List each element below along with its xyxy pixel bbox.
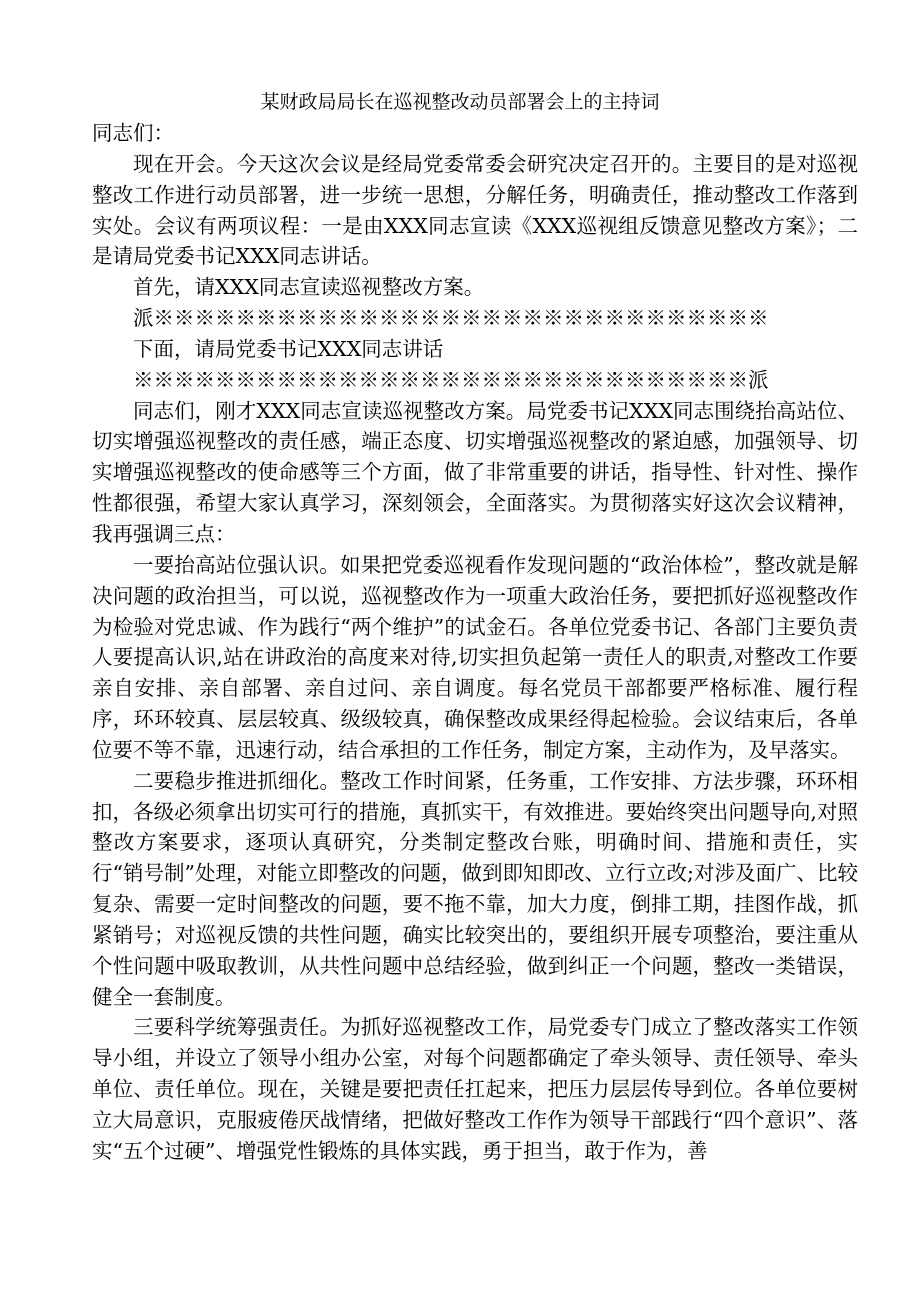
paragraph-point-one: 一要抬高站位强认识。如果把党委巡视看作发现问题的“政治体检”，整改就是解决问题的政治担当，可以说，巡视整改作为一项重大政治任务，要把抓好巡视整改作为检验对党忠诚、作为践行“两个维护”的试金石。各单位党委书记、各部门主要负责人要提高认识,站在讲政治的高度来对待,切实担负起第一责任人的职责,对整改工作要亲自安排、亲自部署、亲自过问、亲自调度。每名党员干部都要严格标准、履行程序，环环较真、层层较真、级级较真，确保整改成果经得起检验。会议结束后，各单位要不等不靠，迅速行动，结合承担的工作任务，制定方案，主动作为，及早落实。 bbox=[92, 552, 858, 762]
separator-line-1: 派※※※※※※※※※※※※※※※※※※※※※※※※※※※※※※ bbox=[133, 306, 769, 331]
salutation: 同志们： bbox=[92, 121, 174, 145]
paragraph-point-three: 三要科学统筹强责任。为抓好巡视整改工作，局党委专门成立了整改落实工作领导小组，并设立了领导小组办公室，对每个问题都确定了牵头领导、责任领导、牵头单位、责任单位。现在，关键是要把责任扛起来，把压力层层传导到位。各单位要树立大局意识，克服疲倦厌战情绪，把做好整改工作作为领导干部践行“四个意识”、落实“五个过硬”、增强党性锻炼的具体实践，勇于担当，敢于作为，善 bbox=[92, 1015, 858, 1163]
document-body bbox=[92, 118, 858, 1167]
paragraph-point-two: 二要稳步推进抓细化。整改工作时间紧，任务重，工作安排、方法步骤，环环相扣，各级必须拿出切实可行的措施，真抓实干，有效推进。要始终突出问题导向,对照整改方案要求，逐项认真研究，分类制定整改台账，明确时间、措施和责任，实行“销号制”处理，对能立即整改的问题，做到即知即改、立行立改;对涉及面广、比较复杂、需要一定时间整改的问题，要不拖不靠，加大力度，倒排工期，挂图作战，抓紧销号；对巡视反馈的共性问题，确实比较突出的，要组织开展专项整治，要注重从个性问题中吸取教训，从共性问题中总结经验，做到纠正一个问题，整改一类错误，健全一套制度。 bbox=[92, 768, 858, 1009]
paragraph-first-agenda: 首先，请XXX同志宣读巡视整改方案。 bbox=[133, 275, 485, 300]
document-title: 某财政局局长在巡视整改动员部署会上的主持词 bbox=[260, 91, 660, 113]
paragraph-second-agenda: 下面，请局党委书记XXX同志讲话 bbox=[133, 336, 444, 361]
separator-line-2: ※※※※※※※※※※※※※※※※※※※※※※※※※※※※※※派 bbox=[133, 367, 769, 392]
paragraph-summary: 同志们，刚才XXX同志宣读巡视整改方案。局党委书记XXX同志围绕抬高站位、切实增强巡视整改的责任感，端正态度、切实增强巡视整改的紧迫感，加强领导、切实增强巡视整改的使命感等三个方面，做了非常重要的讲话，指导性、针对性、操作性都很强，希望大家认真学习，深刻领会，全面落实。为贯彻落实好这次会议精神，我再强调三点： bbox=[92, 398, 858, 546]
paragraph-opening: 现在开会。今天这次会议是经局党委常委会研究决定召开的。主要目的是对巡视整改工作进行动员部署，进一步统一思想，分解任务，明确责任，推动整改工作落到实处。会议有两项议程：一是由XXX同志宣读《XXX巡视组反馈意见整改方案》；二是请局党委书记XXX同志讲话。 bbox=[92, 151, 858, 269]
